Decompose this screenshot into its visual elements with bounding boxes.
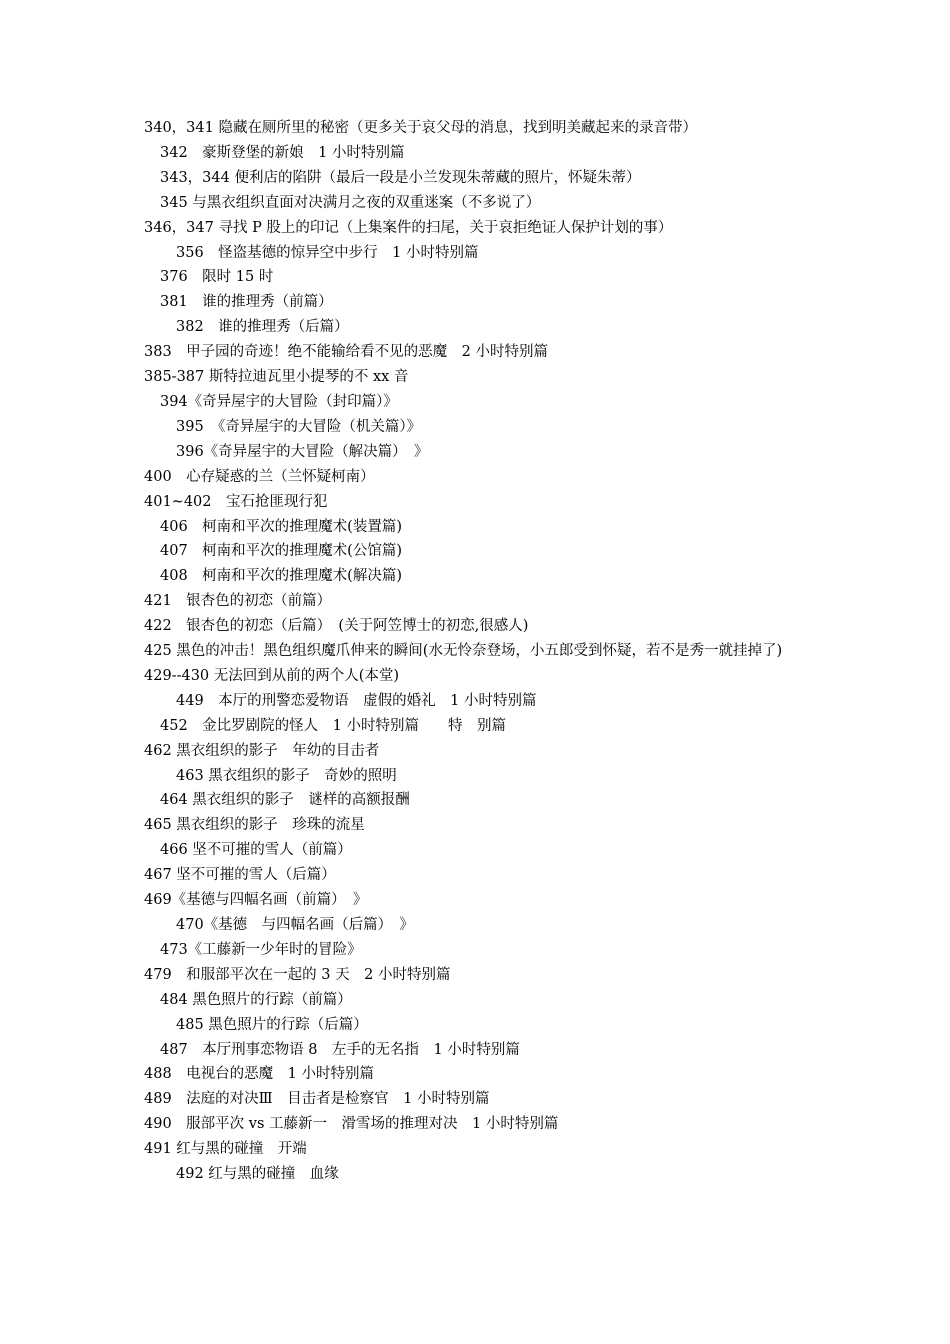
list-item: 396《奇异屋宇的大冒险（解决篇） 》 [176, 443, 429, 460]
list-item: 400 心存疑惑的兰（兰怀疑柯南） [144, 468, 375, 485]
list-item: 470《基德 与四幅名画（后篇） 》 [176, 917, 414, 933]
list-item: 452 金比罗剧院的怪人 1 小时特别篇 特 别篇 [160, 717, 507, 734]
list-item: 463 黑衣组织的影子 奇妙的照明 [176, 767, 397, 784]
list-item: 491 红与黑的碰撞 开端 [144, 1141, 307, 1158]
list-item: 345 与黑衣组织直面对决满月之夜的双重迷案（不多说了） [160, 194, 541, 211]
list-item: 342 豪斯登堡的新娘 1 小时特别篇 [160, 144, 405, 161]
list-item: 488 电视台的恶魔 1 小时特别篇 [144, 1066, 375, 1083]
list-item: 467 坚不可摧的雪人（后篇） [144, 867, 336, 884]
list-item: 464 黑衣组织的影子 谜样的高额报酬 [160, 792, 410, 809]
list-item: 466 坚不可摧的雪人（前篇） [160, 842, 352, 859]
list-item: 479 和服部平次在一起的 3 天 2 小时特别篇 [144, 966, 451, 983]
list-item: 401~402 宝石抢匪现行犯 [144, 493, 328, 510]
list-item: 490 服部平次 vs 工藤新一 滑雪场的推理对决 1 小时特别篇 [144, 1116, 559, 1133]
list-item: 343，344 便利店的陷阱（最后一段是小兰发现朱蒂藏的照片，怀疑朱蒂） [160, 169, 641, 186]
list-item: 473《工藤新一少年时的冒险》 [160, 941, 362, 958]
list-item: 395 《奇异屋宇的大冒险（机关篇）》 [176, 418, 422, 435]
list-item: 485 黑色照片的行踪（后篇） [176, 1016, 368, 1033]
list-item: 465 黑衣组织的影子 珍珠的流星 [144, 817, 365, 834]
list-item: 356 怪盗基德的惊异空中步行 1 小时特别篇 [176, 244, 479, 261]
episode-list [144, 116, 814, 1187]
list-item: 340，341 隐藏在厕所里的秘密（更多关于哀父母的消息，找到明美藏起来的录音带） [144, 120, 697, 136]
list-item: 469《基德与四幅名画（前篇） 》 [144, 892, 368, 909]
list-item: 489 法庭的对决Ⅲ 目击者是检察官 1 小时特别篇 [144, 1091, 490, 1108]
list-item: 385-387 斯特拉迪瓦里小提琴的不 xx 音 [144, 369, 409, 386]
list-item: 421 银杏色的初恋（前篇） [144, 593, 332, 610]
list-item: 383 甲子园的奇迹！绝不能输给看不见的恶魔 2 小时特别篇 [144, 344, 549, 361]
list-item: 429--430 无法回到从前的两个人(本堂) [144, 667, 400, 684]
list-item: 381 谁的推理秀（前篇） [160, 294, 333, 311]
list-item: 394《奇异屋宇的大冒险（封印篇）》 [160, 393, 398, 410]
list-item: 449 本厅的刑警恋爱物语 虚假的婚礼 1 小时特别篇 [176, 692, 537, 709]
list-item: 408 柯南和平次的推理魔术(解决篇) [160, 568, 402, 585]
list-item: 487 本厅刑事恋物语 8 左手的无名指 1 小时特别篇 [160, 1041, 520, 1058]
list-item: 492 红与黑的碰撞 血缘 [176, 1166, 339, 1183]
list-item: 407 柯南和平次的推理魔术(公馆篇) [160, 543, 402, 560]
list-item: 425 黑色的冲击！黑色组织魔爪伸来的瞬间(水无怜奈登场，小五郎受到怀疑，若不是秀一就挂掉了) [144, 643, 783, 660]
list-item: 376 限时 15 时 [160, 269, 274, 286]
list-item: 422 银杏色的初恋（后篇） (关于阿笠博士的初恋,很感人) [144, 618, 529, 635]
list-item: 406 柯南和平次的推理魔术(装置篇) [160, 518, 402, 535]
list-item: 462 黑衣组织的影子 年幼的目击者 [144, 742, 380, 759]
list-item: 346，347 寻找 P 股上的印记（上集案件的扫尾，关于哀拒绝证人保护计划的事） [144, 219, 673, 236]
list-item: 382 谁的推理秀（后篇） [176, 319, 349, 336]
list-item: 484 黑色照片的行踪（前篇） [160, 991, 352, 1008]
